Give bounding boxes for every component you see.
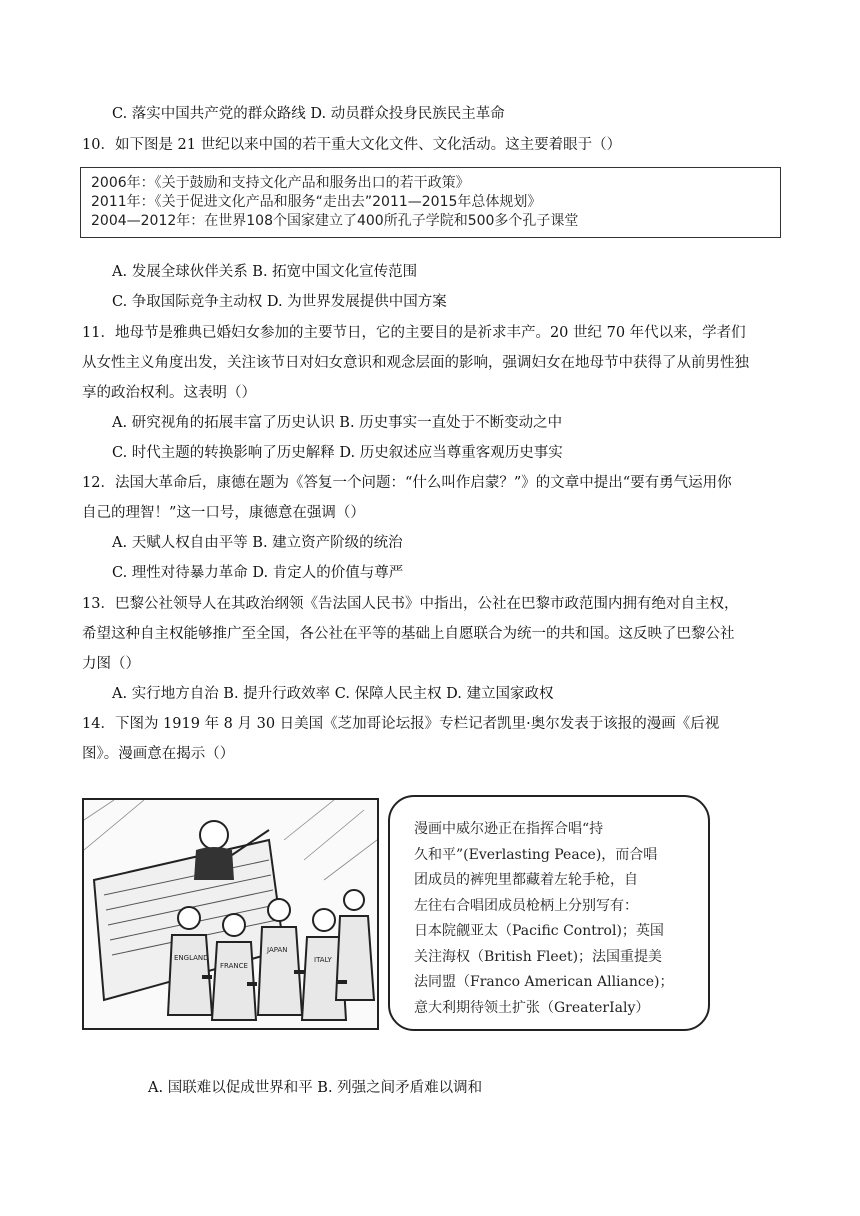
caption-line: 团成员的裤兜里都藏着左轮手枪，自: [414, 872, 638, 888]
caption-line: 关注海权（British Fleet)；法国重提美: [414, 948, 663, 965]
cartoon-label: ENGLAND: [174, 954, 209, 962]
q12-options-cd: C. 理性对待暴力革命 D. 肯定人的价值与尊严: [112, 565, 404, 581]
cartoon-drawing: [84, 800, 377, 1028]
q11-stem-line: 从女性主义角度出发，关注该节日对妇女意识和观念层面的影响，强调妇女在地母节中获得了从前男性独: [82, 355, 749, 371]
q11-options-cd: C. 时代主题的转换影响了历史解释 D. 历史叙述应当尊重客观历史事实: [112, 445, 563, 461]
q10-options-cd: C. 争取国际竞争主动权 D. 为世界发展提供中国方案: [112, 294, 447, 310]
q11-stem-line: 享的政治权利。这表明（）: [82, 385, 256, 401]
political-cartoon: [82, 798, 379, 1030]
cartoon-label: ITALY: [314, 956, 332, 964]
caption-line: 左往右合唱团成员枪柄上分别写有：: [414, 897, 638, 914]
caption-line: 久和平”(Everlasting Peace)，而合唱: [414, 846, 658, 863]
q11-options-ab: A. 研究视角的拓展丰富了历史认识 B. 历史事实一直处于不断变动之中: [112, 415, 563, 431]
q10-table-line: 2004—2012年：在世界108个国家建立了400所孔子学院和500多个孔子课堂: [91, 213, 579, 229]
q14-stem-line: 图》。漫画意在揭示（）: [82, 746, 235, 762]
q12-stem-line: 自己的理智！”这一口号，康德意在强调（）: [82, 505, 365, 521]
q14-options-ab: A. 国联难以促成世界和平 B. 列强之间矛盾难以调和: [148, 1080, 483, 1096]
q11-stem-line: 11．地母节是雅典已婚妇女参加的主要节日，它的主要目的是祈求丰产。20 世纪 70 年代以来，学者们: [82, 325, 746, 341]
q14-stem-line: 14．下图为 1919 年 8 月 30 日美国《芝加哥论坛报》专栏记者凯里·奥尔发表于该报的漫画《后视: [82, 716, 720, 732]
cartoon-caption-box: [388, 795, 710, 1031]
q12-stem-line: 12．法国大革命后，康德在题为《答复一个问题：“什么叫作启蒙？”》的文章中提出“要有勇气运用你: [82, 475, 732, 491]
q9-options-cd: C. 落实中国共产党的群众路线 D. 动员群众投身民族民主革命: [112, 106, 505, 122]
caption-line: 意大利期待领土扩张（GreaterIaly）: [414, 999, 650, 1016]
q12-options-ab: A. 天赋人权自由平等 B. 建立资产阶级的统治: [112, 535, 403, 551]
q13-options: A. 实行地方自治 B. 提升行政效率 C. 保障人民主权 D. 建立国家政权: [112, 686, 554, 702]
caption-line: 法同盟（Franco American Alliance)；: [414, 974, 674, 990]
q10-stem: 10．如下图是 21 世纪以来中国的若干重大文化文件、文化活动。这主要着眼于（）: [82, 137, 622, 153]
q10-document-table: [80, 167, 781, 238]
caption-line: 日本院觎亚太（Pacific Control)；英国: [414, 923, 664, 939]
caption-line: 漫画中威尔逊正在指挥合唱“持: [414, 821, 604, 837]
q10-options-ab: A. 发展全球伙伴关系 B. 拓宽中国文化宣传范围: [112, 264, 418, 280]
q10-table-line: 2006年：《关于鼓励和支持文化产品和服务出口的若干政策》: [91, 175, 470, 191]
q13-stem-line: 希望这种自主权能够推广至全国，各公社在平等的基础上自愿联合为统一的共和国。这反映了巴黎公社: [82, 626, 735, 642]
cartoon-label: FRANCE: [220, 962, 248, 970]
q13-stem-line: 13．巴黎公社领导人在其政治纲领《告法国人民书》中指出，公社在巴黎市政范围内拥有绝对自主权，: [82, 596, 739, 612]
q10-table-line: 2011年：《关于促进文化产品和服务“走出去”2011—2015年总体规划》: [91, 194, 542, 210]
q13-stem-line: 力图（）: [82, 656, 140, 672]
cartoon-label: JAPAN: [267, 946, 288, 954]
